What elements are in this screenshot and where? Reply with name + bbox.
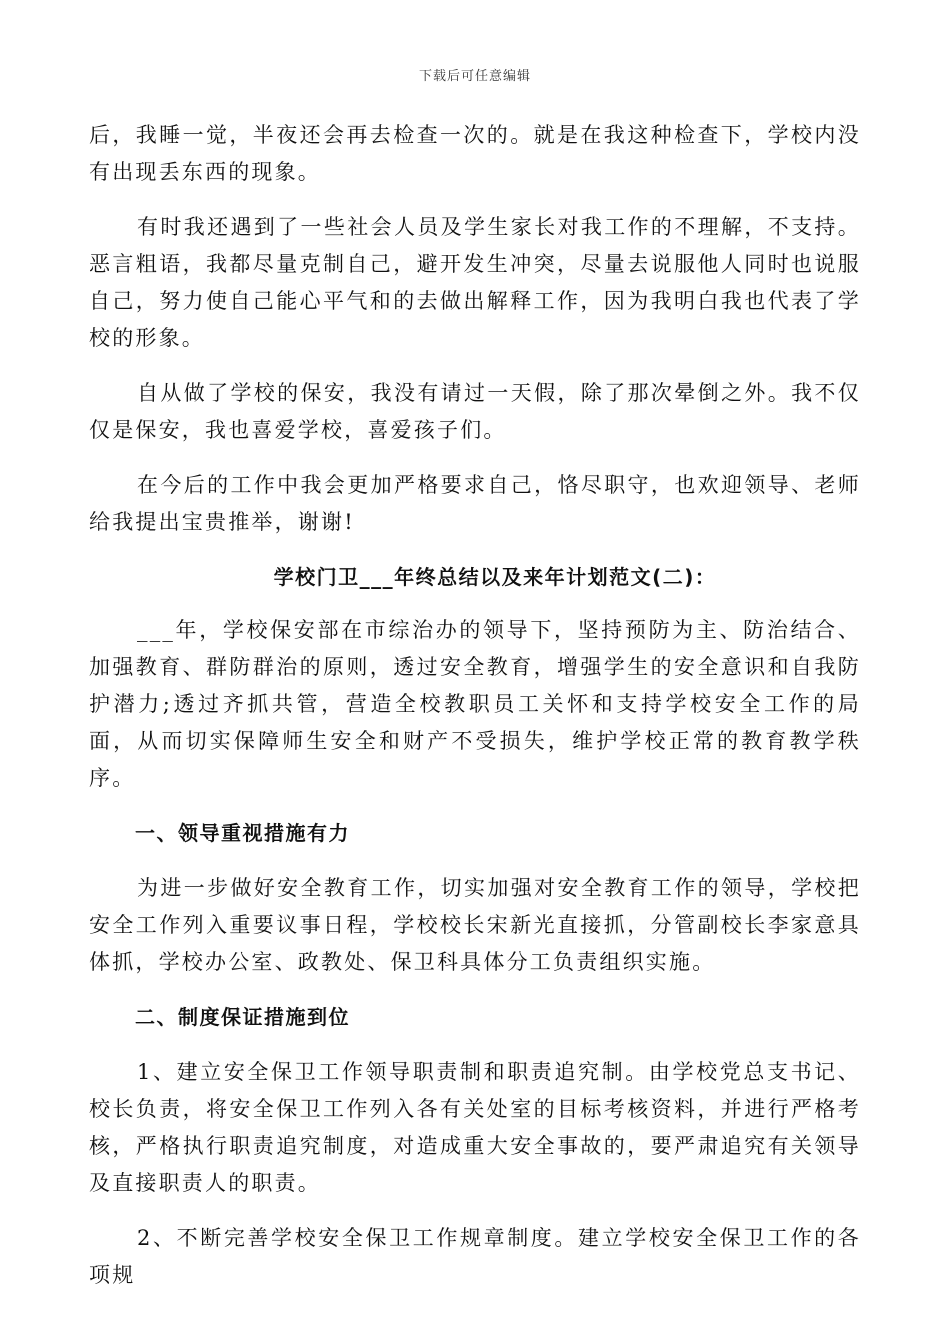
paragraph-leadership: 为进一步做好安全教育工作，切实加强对安全教育工作的领导，学校把安全工作列入重要议事日程，学校校长宋新光直接抓，分管副校长李家意具体抓，学校办公室、政教处、保卫科具体分工负责组织实施。	[89, 876, 861, 974]
paragraph-regulations: 2、不断完善学校安全保卫工作规章制度。建立学校安全保卫工作的各项规	[89, 1226, 861, 1287]
section-title: 学校门卫___年终总结以及来年计划范文(二)：	[273, 565, 717, 589]
paragraph-closing: 在今后的工作中我会更加严格要求自己，恪尽职守，也欢迎领导、老师给我提出宝贵推举，谢谢!	[89, 473, 861, 534]
page-header-note: 下载后可任意编辑	[418, 69, 531, 84]
paragraph-attendance: 自从做了学校的保安，我没有请过一天假，除了那次晕倒之外。我不仅仅是保安，我也喜爱学校，喜爱孩子们。	[89, 381, 861, 442]
paragraph-responsibility: 1、建立安全保卫工作领导职责制和职责追究制。由学校党总支书记、校长负责，将安全保卫工作列入各有关处室的目标考核资料，并进行严格考核，严格执行职责追究制度，对造成重大安全事故的，要严肃追究有关领导及直接职责人的职责。	[89, 1060, 861, 1195]
paragraph-intro: ___年，学校保安部在市综治办的领导下，坚持预防为主、防治结合、加强教育、群防群治的原则，透过安全教育，增强学生的安全意识和自我防护潜力;透过齐抓共管，营造全校教职员工关怀和支持学校安全工作的局面，从而切实保障师生安全和财产不受损失，维护学校正常的教育教学秩序。	[89, 618, 861, 790]
paragraph-understanding: 有时我还遇到了一些社会人员及学生家长对我工作的不理解，不支持。恶言粗语，我都尽量克制自己，避开发生冲突，尽量去说服他人同时也说服自己，努力使自己能心平气和的去做出解释工作，因为我明白我也代表了学校的形象。	[89, 215, 861, 350]
heading-system: 二、制度保证措施到位	[135, 1005, 350, 1029]
paragraph-continuation: 后，我睡一觉，半夜还会再去检查一次的。就是在我这种检查下，学校内没有出现丢东西的现象。	[89, 123, 861, 184]
heading-leadership: 一、领导重视措施有力	[135, 821, 350, 845]
document-body	[89, 117, 861, 1294]
